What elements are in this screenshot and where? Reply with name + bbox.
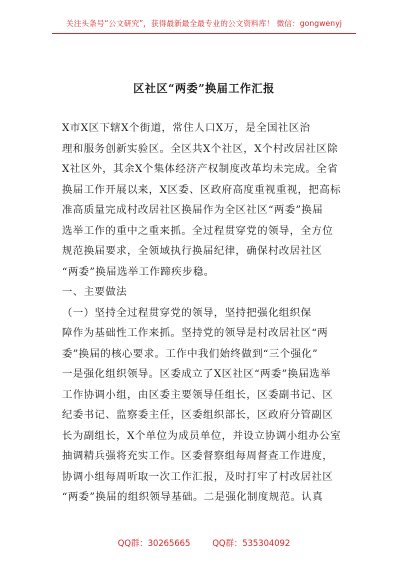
header-promo-banner: 关注头条号“公文研究”，获得最新最全最专业的公文资料库！ 微信：gongwenyj: [66, 19, 342, 28]
footer-qq-group-2: QQ群：535304092: [212, 538, 291, 548]
section-heading: 一、主要做法: [62, 286, 128, 298]
body-line: “两委”换届选举工作蹄疾步稳。: [62, 265, 215, 278]
footer-contact: [0, 537, 408, 549]
document-body: [62, 118, 352, 508]
body-line: 障作为基础性工作来抓。坚持党的领导是村改居社区“两: [62, 327, 329, 339]
footer-qq-group-1: QQ群：30265665: [117, 538, 191, 548]
body-line: 规范换届要求，全领域执行换届纪律，确保村改居社区: [62, 245, 323, 257]
body-line: 准高质量完成村改居社区换届作为全区社区“两委”换届: [62, 204, 324, 216]
body-line: 工作协调小组，由区委主要领导任组长，区委副书记、区: [62, 388, 334, 401]
body-line: 长为副组长，X个单位为成员单位，并设立协调小组办公室: [62, 429, 342, 442]
body-line: X市X区下辖X个街道，常住人口X万，是全国社区治: [62, 122, 311, 134]
body-line: 协调小组每周听取一次工作汇报，及时打牢了村改居社区: [62, 470, 334, 483]
body-line: 理和服务创新实验区。全区共X个社区，X个村改居社区除: [62, 142, 339, 155]
body-line: X社区外，其余X个集体经济产权制度改革均未完成。全省: [62, 163, 339, 175]
document-title: 区社区“两委”换届工作汇报: [133, 82, 275, 95]
body-line: 抽调精兵强将充实工作。区委督察组每周督查工作进度，: [62, 450, 334, 462]
header-divider: [52, 33, 356, 34]
body-line: 选举工作的重中之重来抓。全过程贯穿党的领导，全方位: [62, 224, 334, 237]
body-line: （一）坚持全过程贯穿党的领导，坚持把强化组织保: [62, 306, 312, 319]
body-line: 换届工作开展以来，X区委、区政府高度重视重视，把高标: [62, 183, 342, 196]
body-line: 委”换届的核心要求。工作中我们始终做到“三个强化”: [62, 347, 319, 360]
body-line: 一是强化组织领导。区委成立了X区社区“两委”换届选举: [62, 368, 331, 380]
body-line: 纪委书记、监察委主任，区委组织部长，区政府分管副区: [62, 409, 334, 421]
body-line: “两委”换届的组织领导基础。二是强化制度规范。认真: [62, 491, 324, 503]
